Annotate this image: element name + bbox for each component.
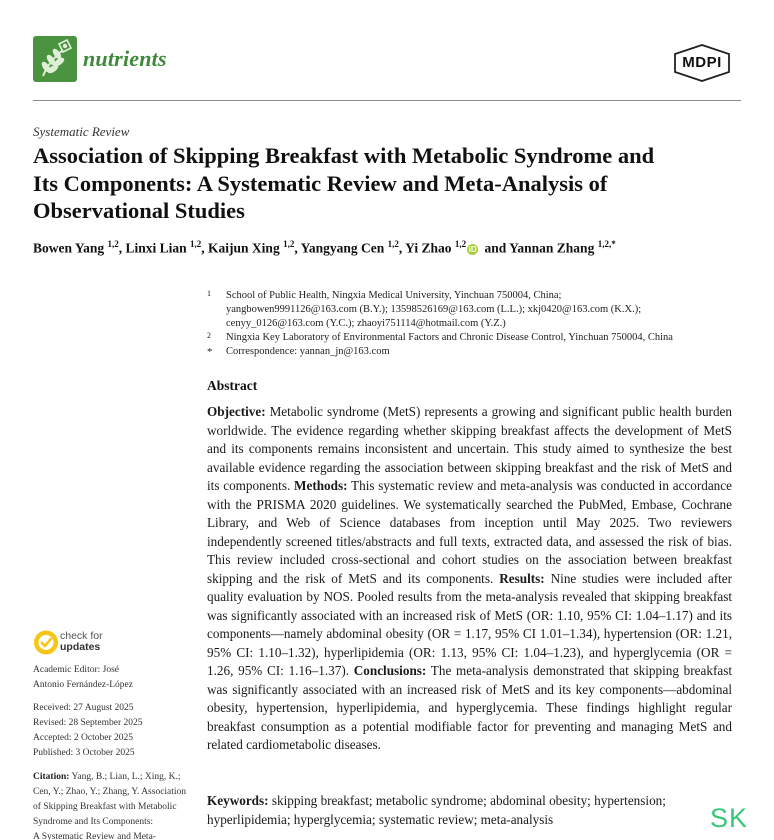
citation-line: of Skipping Breakfast with Metabolic (33, 802, 177, 812)
publication-dates (33, 701, 198, 761)
header-divider (33, 100, 741, 101)
affiliation-2 (207, 331, 747, 346)
author-name[interactable]: Yangyang Cen (300, 240, 385, 256)
results-label: Results: (499, 570, 545, 586)
check-updates-text (60, 631, 103, 653)
citation-line: A Systematic Review and Meta- (33, 832, 156, 840)
author-name[interactable]: Kaijun Xing (208, 240, 280, 256)
published-date: Published: 3 October 2025 (33, 748, 135, 758)
check-updates-line1: check for (60, 630, 103, 642)
citation-line: Cen, Y.; Zhao, Y.; Zhang, Y. Association (33, 787, 187, 797)
check-updates-line2: updates (60, 641, 101, 653)
citation-line: Syndrome and Its Components: (33, 817, 154, 827)
received-date: Received: 27 August 2025 (33, 703, 134, 713)
citation-block (33, 770, 198, 840)
article-type: Systematic Review (33, 124, 130, 139)
check-for-updates-badge[interactable] (33, 629, 163, 659)
accepted-date: Accepted: 2 October 2025 (33, 733, 133, 743)
academic-editor (33, 663, 198, 693)
wheat-logo-icon (33, 36, 77, 82)
methods-label: Methods: (294, 478, 348, 493)
author-affiliation: 1,2,* (597, 239, 616, 249)
title-line: Its Components: A Systematic Review and Meta-Analysis of (33, 170, 608, 196)
author-affiliation: 1,2 (454, 239, 467, 249)
affiliation-1 (207, 289, 747, 333)
editor-line: Antonio Fernández-López (33, 680, 133, 690)
conclusions-text: The meta-analysis demonstrated that skipping breakfast was significantly associated with an increased risk of MetS and its key components—abdominal obesity, hypertension, hyperlipidemia, and hyperglycemia. These findings highlight regular breakfast consumption as a potential modifiable factor for preventing and managing MetS and related cardiometabolic diseases. (207, 663, 733, 752)
methods-text: This systematic review and meta-analysis was conducted in accordance with the PRISMA 2020 guidelines. We systematically searched the PubMed, Embase, Cochrane Library, and Web of Science databases from inception until May 2025. Two reviewers independently screened titles/abstracts and full texts, extracted data, and assessed the risk of bias. This review included cross-sectional and cohort studies on the association between breakfast skipping and the risk of MetS and its components. (207, 478, 732, 586)
title-line: Association of Skipping Breakfast with Metabolic Syndrome and (33, 143, 655, 168)
title-line: Observational Studies (33, 198, 245, 223)
results-text: Nine studies were included after quality evaluation by NOS. Pooled results from the meta-analysis revealed that skipping breakfast was significantly associated with an increased risk of MetS (OR: 1.10, 95% CI: 1.04–1.17) and its components—namely abdominal obesity (OR = 1.17, 95% CI 1.01–1.34), hypertension (OR: 1.21, 95% CI: 1.10–1.32), hyperlipidemia (OR: 1.13, 95% CI: 1.04–1.23), and hyperglycemia (OR = 1.26, 95% CI: 1.16–1.37). (207, 570, 733, 678)
affiliation-text: School of Public Health, Ningxia Medical University, Yinchuan 750004, China; (226, 290, 562, 301)
correspondence-email[interactable]: Correspondence: yannan_jn@163.com (226, 346, 390, 357)
author-name[interactable]: Bowen Yang (33, 240, 105, 256)
objective-text: Metabolic syndrome (MetS) represents a growing and significant public health burden worldwide. The evidence regarding whether skipping breakfast affects the development of MetS and its components remains inconsistent and uncertain. This study aimed to synthesize the best available evidence regarding the association between skipping breakfast and the risk of MetS and its components. (207, 404, 732, 493)
author-affiliation: 1,2 (107, 239, 119, 249)
author-name[interactable]: Linxi Lian (125, 240, 187, 256)
author-affiliation: 1,2 (190, 239, 202, 249)
abstract-heading: Abstract (207, 378, 258, 393)
keywords-text: skipping breakfast; metabolic syndrome; abdominal obesity; hypertension; hyperlipidemia; hyperglycemia; systematic review; meta-analysis (207, 793, 666, 827)
correspondence (207, 345, 747, 360)
conclusions-label: Conclusions: (353, 663, 427, 678)
editor-line: Academic Editor: José (33, 665, 120, 675)
watermark-text: SK (710, 803, 749, 833)
mdpi-logo-text: MDPI (682, 54, 722, 71)
citation-label: Citation: (33, 772, 70, 782)
affiliation-emails[interactable]: cenyy_0126@163.com (Y.C.); zhaoyi751114@hotmail.com (Y.Z.) (226, 318, 506, 330)
citation-line: Yang, B.; Lian, L.; Xing, K.; (69, 772, 181, 782)
journal-name[interactable]: nutrients (83, 46, 167, 71)
author-name[interactable]: Yannan Zhang (509, 240, 595, 256)
objective-label: Objective: (207, 404, 266, 419)
orcid-icon[interactable]: iD (468, 244, 477, 254)
journal-logo (33, 36, 213, 86)
affiliation-emails[interactable]: yangbowen9991126@163.com (B.Y.); 13598526169@163.com (L.L.); xkj0420@163.com (K.X.); (226, 304, 642, 316)
mdpi-logo[interactable] (673, 44, 731, 82)
abstract-body (207, 403, 732, 755)
affiliation-text: Ningxia Key Laboratory of Environmental Factors and Chronic Disease Control, Yinchuan 750004, China (226, 332, 673, 343)
article-title (33, 142, 753, 225)
affiliation-marker: 1 (207, 289, 211, 298)
revised-date: Revised: 28 September 2025 (33, 718, 143, 728)
keywords (207, 792, 737, 829)
correspondence-marker: * (207, 346, 213, 358)
affiliation-marker: 2 (207, 331, 211, 340)
author-list: Bowen Yang $^{1,2}$, Linxi Lian $^{1,2}$, Kaijun Xing $^{1,2}$, Yangyang Cen $^{1,2}$, Yi Zhao $^{1,2}$ iD and Yannan Zhang $^{1,2,*}$ (33, 239, 616, 256)
author-affiliation: 1,2 (387, 239, 399, 249)
keywords-label: Keywords: (207, 793, 269, 808)
check-updates-icon (33, 629, 59, 656)
author-name[interactable]: Yi Zhao (405, 240, 452, 256)
author-affiliation: 1,2 (283, 239, 295, 249)
